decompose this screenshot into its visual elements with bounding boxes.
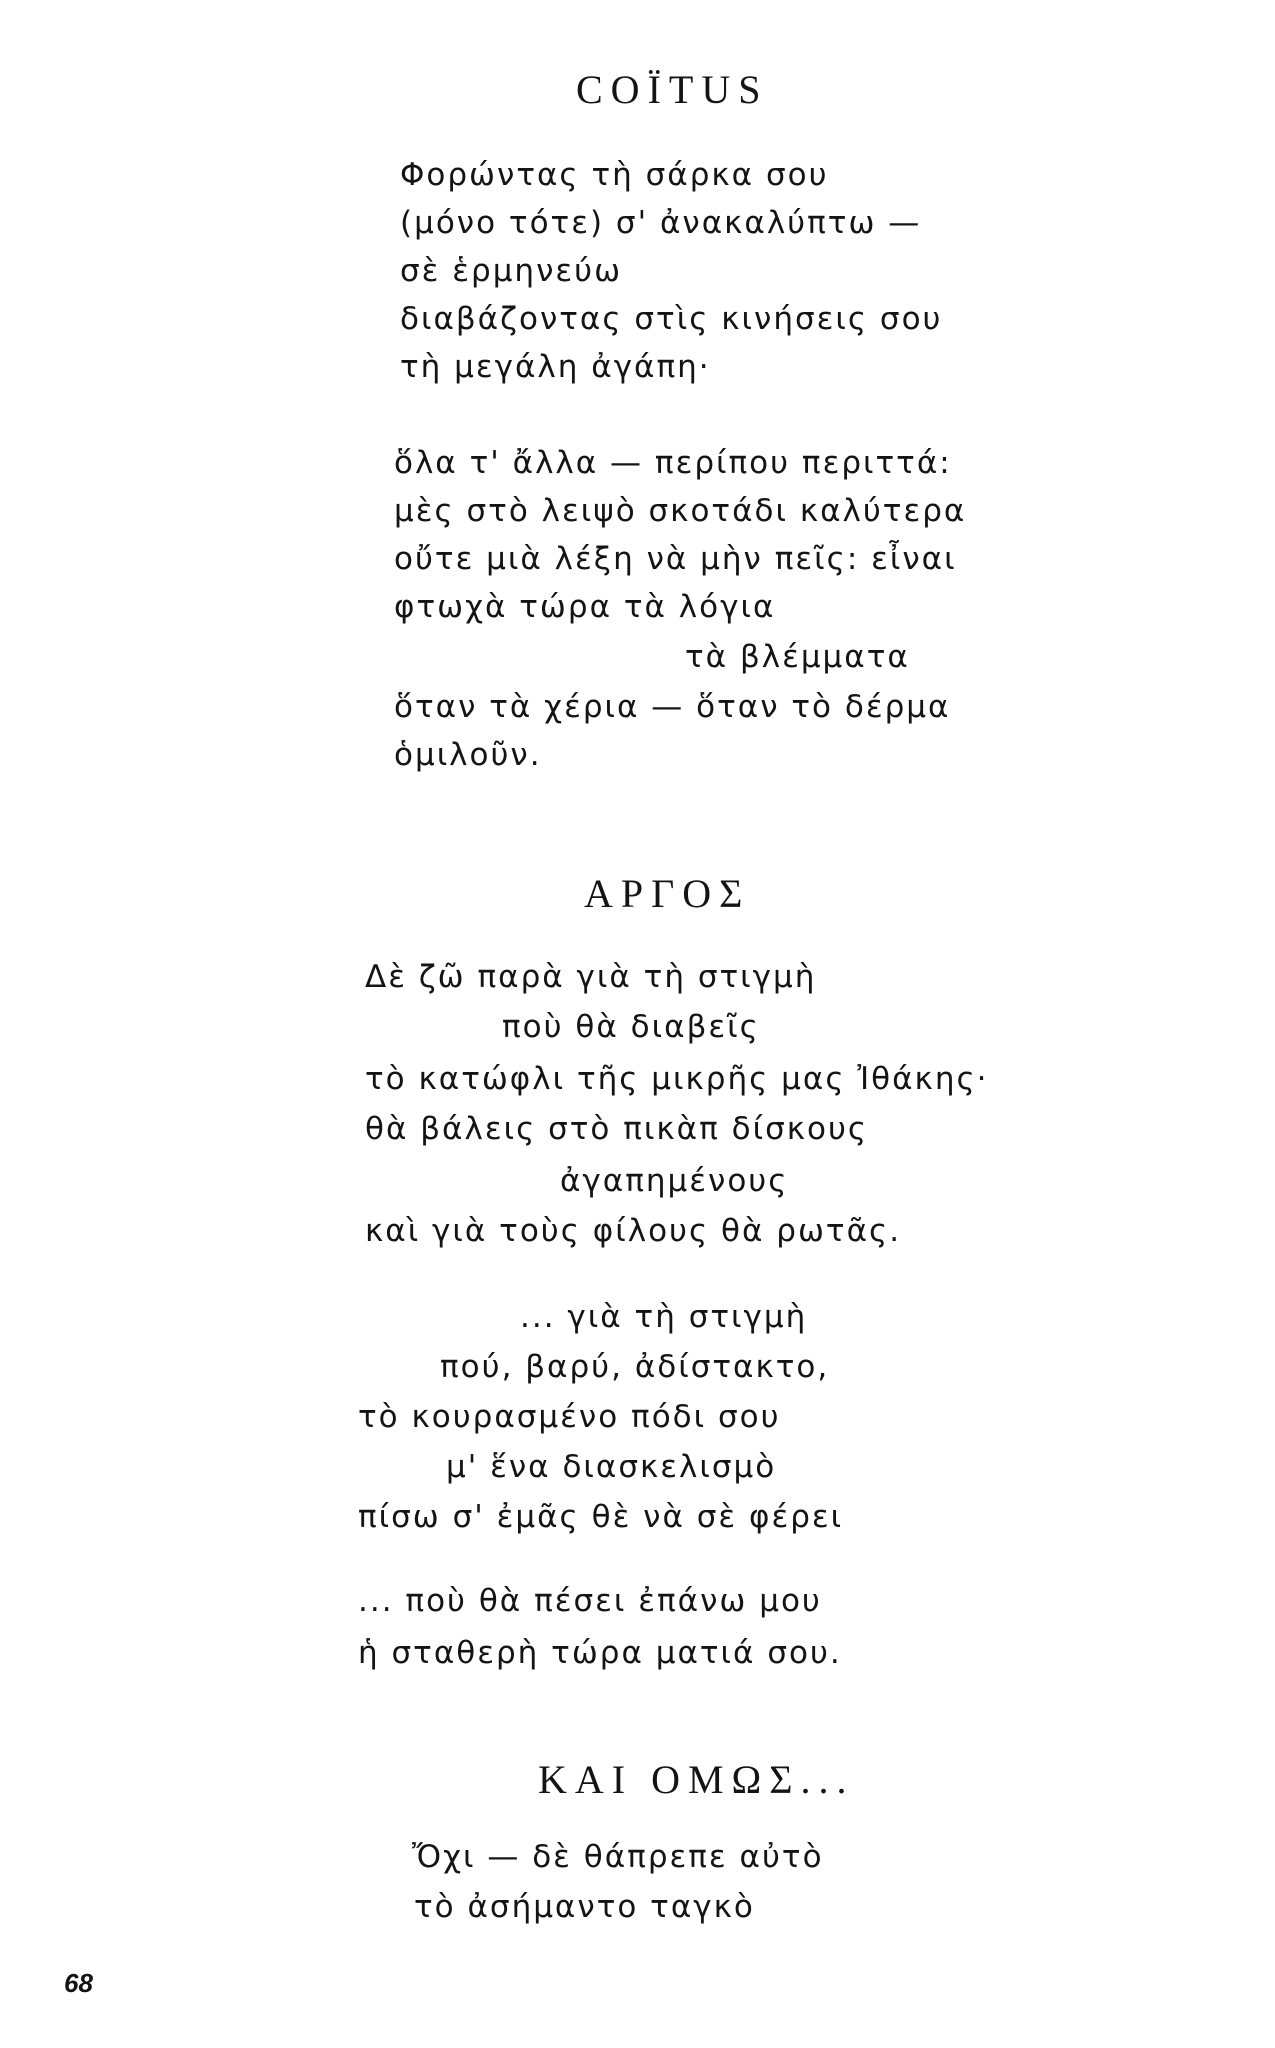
poem-line: διαβάζοντας στὶς κινήσεις σου xyxy=(400,301,943,337)
poem-line: τὸ ἀσήμαντο ταγκὸ xyxy=(414,1889,755,1925)
poem-line: Δὲ ζῶ παρὰ γιὰ τὴ στιγμὴ xyxy=(365,959,817,995)
poem-line: καὶ γιὰ τοὺς φίλους θὰ ρωτᾶς. xyxy=(365,1213,902,1249)
poem-line: ἀγαπημένους xyxy=(560,1163,789,1199)
poem-line: ὅταν τὰ χέρια — ὅταν τὸ δέρμα xyxy=(394,689,951,725)
poem-line: μὲς στὸ λειψὸ σκοτάδι καλύτερα xyxy=(394,493,967,529)
poem-line: σὲ ἑρμηνεύω xyxy=(400,253,623,289)
poem-title: ΑΡΓΟΣ xyxy=(584,871,751,916)
poem-line: τὴ μεγάλη ἀγάπη· xyxy=(400,349,711,385)
poem-line: ... ποὺ θὰ πέσει ἐπάνω μου xyxy=(358,1583,822,1619)
poem-line: τὸ κουρασμένο πόδι σου xyxy=(358,1399,781,1435)
poem-line: τὸ κατώφλι τῆς μικρῆς μας Ἰθάκης· xyxy=(365,1061,989,1097)
poem-line: ποὺ θὰ διαβεῖς xyxy=(502,1009,760,1045)
poem-line: Φορώντας τὴ σάρκα σου xyxy=(400,157,829,193)
page-number: 68 xyxy=(64,1968,93,1998)
poem-line: ἡ σταθερὴ τώρα ματιά σου. xyxy=(358,1635,842,1671)
poem-line: φτωχὰ τώρα τὰ λόγια xyxy=(394,589,776,625)
poem-line: ὅλα τ' ἄλλα — περίπου περιττά: xyxy=(394,445,952,481)
poem-line: οὔτε μιὰ λέξη νὰ μὴν πεῖς: εἶναι xyxy=(394,541,957,577)
poem-line: τὰ βλέμματα xyxy=(685,639,910,675)
poem-title: ΚΑΙ ΟΜΩΣ... xyxy=(538,1757,855,1802)
poem-line: (μόνο τότε) σ' ἀνακαλύπτω — xyxy=(400,205,922,241)
poem-line: ὁμιλοῦν. xyxy=(394,737,542,773)
poem-line: πού, βαρύ, ἀδίστακτο, xyxy=(440,1349,830,1385)
poem-line: ... γιὰ τὴ στιγμὴ xyxy=(520,1299,808,1335)
poem-line: μ' ἕνα διασκελισμὸ xyxy=(446,1449,777,1485)
poem-title: COÏTUS xyxy=(576,67,769,112)
poem-line: Ὄχι — δὲ θάπρεπε αὐτὸ xyxy=(412,1839,824,1875)
poem-line: πίσω σ' ἐμᾶς θὲ νὰ σὲ φέρει xyxy=(358,1499,844,1535)
poem-line: θὰ βάλεις στὸ πικὰπ δίσκους xyxy=(365,1111,869,1147)
